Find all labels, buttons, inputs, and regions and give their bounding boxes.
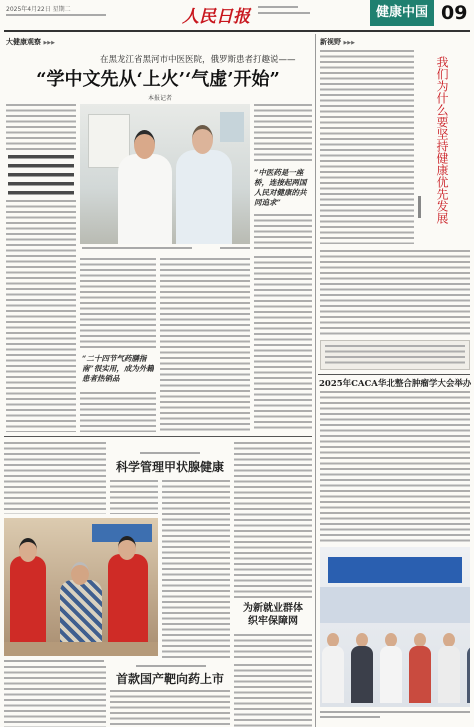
photo-caption — [82, 247, 192, 249]
thyroid-body-text — [162, 480, 230, 660]
photo-stage-wall — [320, 587, 470, 623]
drug-kicker — [136, 665, 206, 667]
news-body-text — [4, 442, 106, 514]
photo-wall-chart — [220, 112, 244, 142]
photo-crowd — [322, 633, 470, 707]
photo-volunteer-body — [108, 554, 148, 656]
column-label-text: 新视野 — [320, 38, 341, 46]
article-headline: “学中文先从‘上火’‘气虚’开始” — [36, 69, 280, 90]
photo-person — [351, 633, 373, 703]
newspaper-logo: 人民日报 — [182, 7, 250, 27]
photo-volunteer-head — [19, 538, 37, 562]
news-body-text — [234, 664, 312, 727]
photo-person — [467, 633, 470, 703]
photo-doctor-head — [134, 130, 155, 159]
photo-person — [409, 633, 431, 703]
column-marker: ▶▶▶ — [343, 40, 355, 46]
commentary-body-text — [320, 50, 414, 244]
commentary-author-mark — [418, 196, 421, 218]
photo-patient-head — [192, 125, 213, 154]
pull-quote-bridge: “中医药是一座桥，连接起两国人民对健康的共同追求” — [254, 168, 307, 207]
section-banner — [370, 0, 434, 26]
photo-person — [322, 633, 344, 703]
photo-credit — [220, 247, 250, 249]
commentary-headline: 我们为什么要坚持健康优先发展 — [435, 56, 449, 224]
thyroid-headline: 科学管理甲状腺健康 — [115, 460, 224, 474]
issue-date: 2025年4月22日 星期二 — [6, 6, 71, 13]
photo-person — [438, 633, 460, 703]
photo-elderly-head — [71, 562, 89, 585]
article-body-text — [6, 104, 76, 150]
photo-caption — [320, 711, 470, 713]
thyroid-kicker — [140, 452, 200, 454]
column-label-new-vision — [320, 37, 355, 47]
article-body-text — [254, 256, 312, 432]
drug-body-text — [110, 690, 230, 727]
news-body-text — [234, 442, 312, 598]
article-body-text — [160, 258, 250, 432]
masthead-rule — [4, 30, 470, 32]
article-body-text — [80, 258, 156, 350]
photo-volunteer-head — [118, 536, 136, 560]
caca-headline: 2025年CACA华北整合肿瘤学大会举办 — [319, 379, 471, 389]
article-body-text — [254, 104, 312, 164]
photo-caption — [320, 716, 380, 718]
photo-volunteers-with-elderly — [4, 518, 158, 656]
column-label-big-health — [6, 37, 55, 47]
article-kicker: 在黑龙江省黑河市中医医院，俄罗斯患者打趣说—— — [100, 55, 296, 65]
photo-event-banner — [328, 557, 462, 583]
column-label-text: 大健康观察 — [6, 38, 41, 46]
photo-volunteer-body — [10, 556, 46, 656]
news-body-text — [4, 666, 106, 727]
gig-workers-headline: 为新就业群体织牢保障网 — [243, 603, 303, 627]
page-number: 09 — [441, 2, 468, 24]
article-body-text — [254, 214, 312, 250]
photo-doctor-body — [118, 154, 172, 244]
photo-table — [4, 642, 158, 656]
caca-body-text — [320, 391, 470, 543]
photo-doctor-and-patient — [80, 104, 250, 244]
pull-quote-herbal-diet: “二十四节气药膳指南”很实用，成为外籍患者热销品 — [82, 354, 154, 383]
photo-patient-body — [176, 150, 232, 244]
editor-contact-line — [6, 14, 106, 16]
author-note-box — [320, 340, 470, 370]
article-body-text — [80, 392, 156, 432]
masthead-info-line — [258, 6, 298, 8]
article-body-text — [6, 200, 76, 432]
author-note-text — [325, 345, 465, 365]
column-divider — [315, 34, 316, 727]
photo-caption — [4, 660, 104, 662]
thyroid-body-text — [110, 480, 158, 514]
photo-person — [380, 633, 402, 703]
news-body-text — [234, 634, 312, 660]
article-byline: 本报记者 — [147, 95, 172, 102]
photo-conference-event — [320, 547, 470, 707]
commentary-body-text — [320, 250, 470, 336]
section-title: 健康中国 — [375, 5, 428, 20]
masthead-info-line — [258, 12, 310, 14]
section-divider — [4, 436, 312, 437]
section-divider — [318, 374, 470, 375]
column-marker: ▶▶▶ — [43, 40, 55, 46]
drug-headline: 首款国产靶向药上市 — [115, 672, 224, 686]
pull-quote — [8, 155, 74, 195]
